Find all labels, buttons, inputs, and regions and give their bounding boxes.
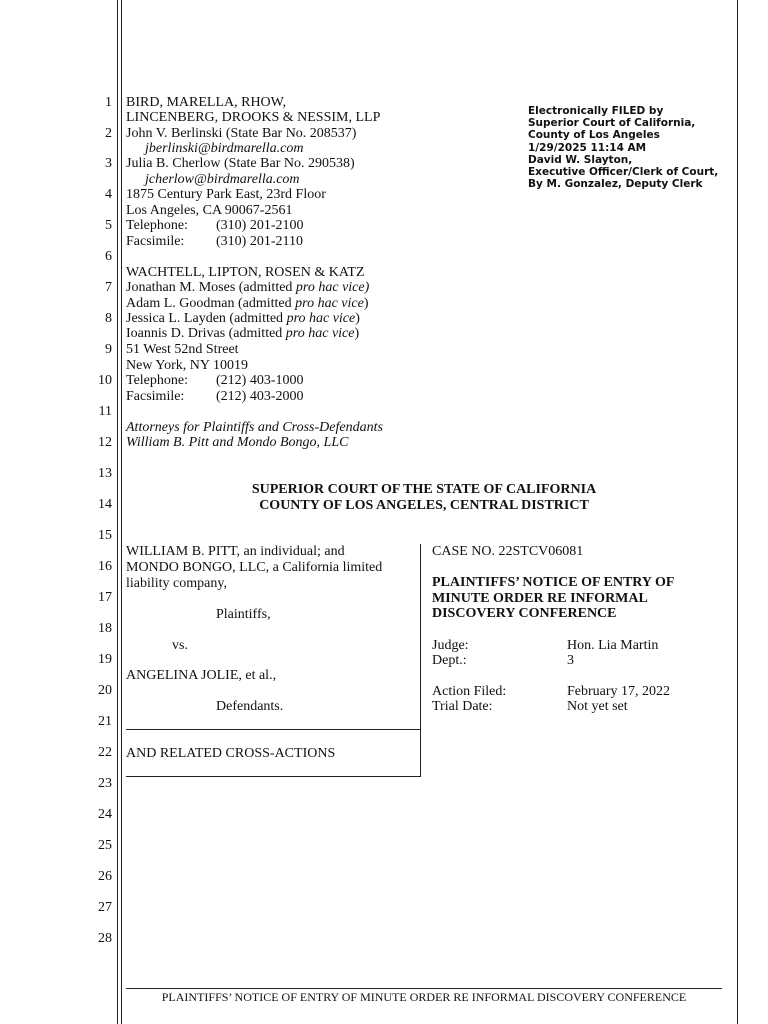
firm2-name: WACHTELL, LIPTON, ROSEN & KATZ — [126, 265, 365, 280]
plaintiffs-line1: WILLIAM B. PITT, an individual; and — [126, 544, 345, 559]
pro-hac-vice: pro hac vice — [285, 326, 355, 341]
document-title-line3: DISCOVERY CONFERENCE — [432, 606, 617, 621]
attorney1-name: John V. Berlinski (State Bar No. 208537) — [126, 126, 357, 141]
firm2-facsimile-label: Facsimile: — [126, 389, 185, 404]
stamp-line: Executive Officer/Clerk of Court, — [528, 166, 719, 179]
firm1-facsimile-label: Facsimile: — [126, 234, 185, 249]
line-number: 9 — [105, 342, 112, 357]
firm1-address-line2: Los Angeles, CA 90067-2561 — [126, 203, 293, 218]
stamp-line: By M. Gonzalez, Deputy Clerk — [528, 178, 703, 191]
versus: vs. — [172, 638, 188, 653]
court-name-line1: SUPERIOR COURT OF THE STATE OF CALIFORNIA — [251, 482, 597, 497]
attorney-name: Adam L. Goodman (admitted — [126, 296, 296, 311]
left-margin-line-outer — [117, 0, 118, 1024]
line-number: 10 — [98, 373, 112, 388]
plaintiffs-label: Plaintiffs, — [216, 607, 271, 622]
line-number: 17 — [98, 590, 112, 605]
line-number: 21 — [98, 714, 112, 729]
footer-title: PLAINTIFFS’ NOTICE OF ENTRY OF MINUTE ORDER RE INFORMAL DISCOVERY CONFERENCE — [161, 990, 687, 1004]
line-number: 12 — [98, 435, 112, 450]
firm2-address-line1: 51 West 52nd Street — [126, 342, 239, 357]
firm1-facsimile: (310) 201-2110 — [216, 234, 303, 249]
caption-vertical-rule — [420, 544, 421, 777]
firm2-address-line2: New York, NY 10019 — [126, 358, 248, 373]
attorneys-for-line2: William B. Pitt and Mondo Bongo, LLC — [126, 435, 349, 450]
firm2-attorney-3 — [126, 311, 360, 326]
firm2-attorney-1 — [126, 280, 369, 295]
firm1-telephone: (310) 201-2100 — [216, 218, 304, 233]
line-number: 11 — [98, 404, 112, 419]
line-number: 25 — [98, 838, 112, 853]
closing-paren: ) — [363, 296, 369, 311]
stamp-line: Superior Court of California, — [528, 117, 696, 130]
line-number: 23 — [98, 776, 112, 791]
attorneys-for-line1: Attorneys for Plaintiffs and Cross-Defendants — [126, 420, 383, 435]
firm1-telephone-label: Telephone: — [126, 218, 188, 233]
left-margin-line-inner — [121, 0, 122, 1024]
line-number: 26 — [98, 869, 112, 884]
filing-stamp — [528, 105, 728, 190]
stamp-line: 1/29/2025 11:14 AM — [528, 141, 647, 154]
line-number: 20 — [98, 683, 112, 698]
right-margin-line — [737, 0, 738, 1024]
line-number: 14 — [98, 497, 112, 512]
related-cross-actions: AND RELATED CROSS-ACTIONS — [126, 746, 336, 761]
firm1-name-line1: BIRD, MARELLA, RHOW, — [126, 95, 287, 110]
line-number: 2 — [105, 126, 112, 141]
footer-rule — [126, 988, 722, 989]
attorney2-name: Julia B. Cherlow (State Bar No. 290538) — [126, 156, 355, 171]
line-number: 4 — [105, 187, 112, 202]
attorney-name: Jessica L. Layden (admitted — [126, 311, 287, 326]
attorney-name: Ioannis D. Drivas (admitted — [126, 326, 286, 341]
plaintiffs-line2: MONDO BONGO, LLC, a California limited — [126, 560, 383, 575]
pro-hac-vice: pro hac vice) — [295, 280, 370, 295]
defendants-label: Defendants. — [216, 699, 284, 714]
line-number: 3 — [105, 156, 112, 171]
dept-value: 3 — [567, 653, 574, 668]
line-number: 16 — [98, 559, 112, 574]
stamp-line: County of Los Angeles — [528, 129, 660, 142]
trial-date-value: Not yet set — [567, 699, 628, 714]
line-number: 5 — [105, 218, 112, 233]
plaintiffs-line3: liability company, — [126, 576, 227, 591]
court-name-line2: COUNTY OF LOS ANGELES, CENTRAL DISTRICT — [259, 498, 589, 513]
firm2-telephone: (212) 403-1000 — [216, 373, 304, 388]
caption-bottom-rule — [126, 776, 421, 777]
line-number: 27 — [98, 900, 112, 915]
line-number: 18 — [98, 621, 112, 636]
line-number: 15 — [98, 528, 112, 543]
line-number: 1 — [105, 95, 112, 110]
action-filed-label: Action Filed: — [432, 684, 507, 699]
closing-paren: ) — [354, 326, 360, 341]
dept-label: Dept.: — [432, 653, 467, 668]
firm2-facsimile: (212) 403-2000 — [216, 389, 304, 404]
line-number: 19 — [98, 652, 112, 667]
attorney2-email[interactable]: jcherlow@birdmarella.com — [145, 172, 300, 187]
stamp-line: Electronically FILED by — [528, 105, 664, 117]
line-number: 13 — [98, 466, 112, 481]
firm1-name-line2: LINCENBERG, DROOKS & NESSIM, LLP — [126, 110, 381, 125]
line-number: 6 — [105, 249, 112, 264]
line-number: 28 — [98, 931, 112, 946]
caption-divider — [126, 729, 421, 730]
line-number: 7 — [105, 280, 112, 295]
case-number: CASE NO. 22STCV06081 — [432, 544, 584, 559]
closing-paren: ) — [355, 311, 360, 326]
line-number: 24 — [98, 807, 112, 822]
line-number: 22 — [98, 745, 112, 760]
attorney-name: Jonathan M. Moses (admitted — [126, 280, 296, 295]
line-number: 8 — [105, 311, 112, 326]
judge-value: Hon. Lia Martin — [567, 638, 659, 653]
firm2-attorney-4 — [126, 326, 359, 341]
firm1-address-line1: 1875 Century Park East, 23rd Floor — [126, 187, 326, 202]
document-title-line2: MINUTE ORDER RE INFORMAL — [432, 591, 648, 606]
pro-hac-vice: pro hac vice — [286, 311, 356, 326]
action-filed-value: February 17, 2022 — [567, 684, 671, 699]
judge-label: Judge: — [432, 638, 469, 653]
trial-date-label: Trial Date: — [432, 699, 493, 714]
defendants: ANGELINA JOLIE, et al., — [126, 668, 277, 683]
firm2-attorney-2 — [126, 296, 369, 311]
pro-hac-vice: pro hac vice — [295, 296, 364, 311]
document-title-line1: PLAINTIFFS’ NOTICE OF ENTRY OF — [432, 575, 675, 590]
attorney1-email[interactable]: jberlinski@birdmarella.com — [145, 141, 304, 156]
stamp-line: David W. Slayton, — [528, 153, 633, 166]
firm2-telephone-label: Telephone: — [126, 373, 188, 388]
